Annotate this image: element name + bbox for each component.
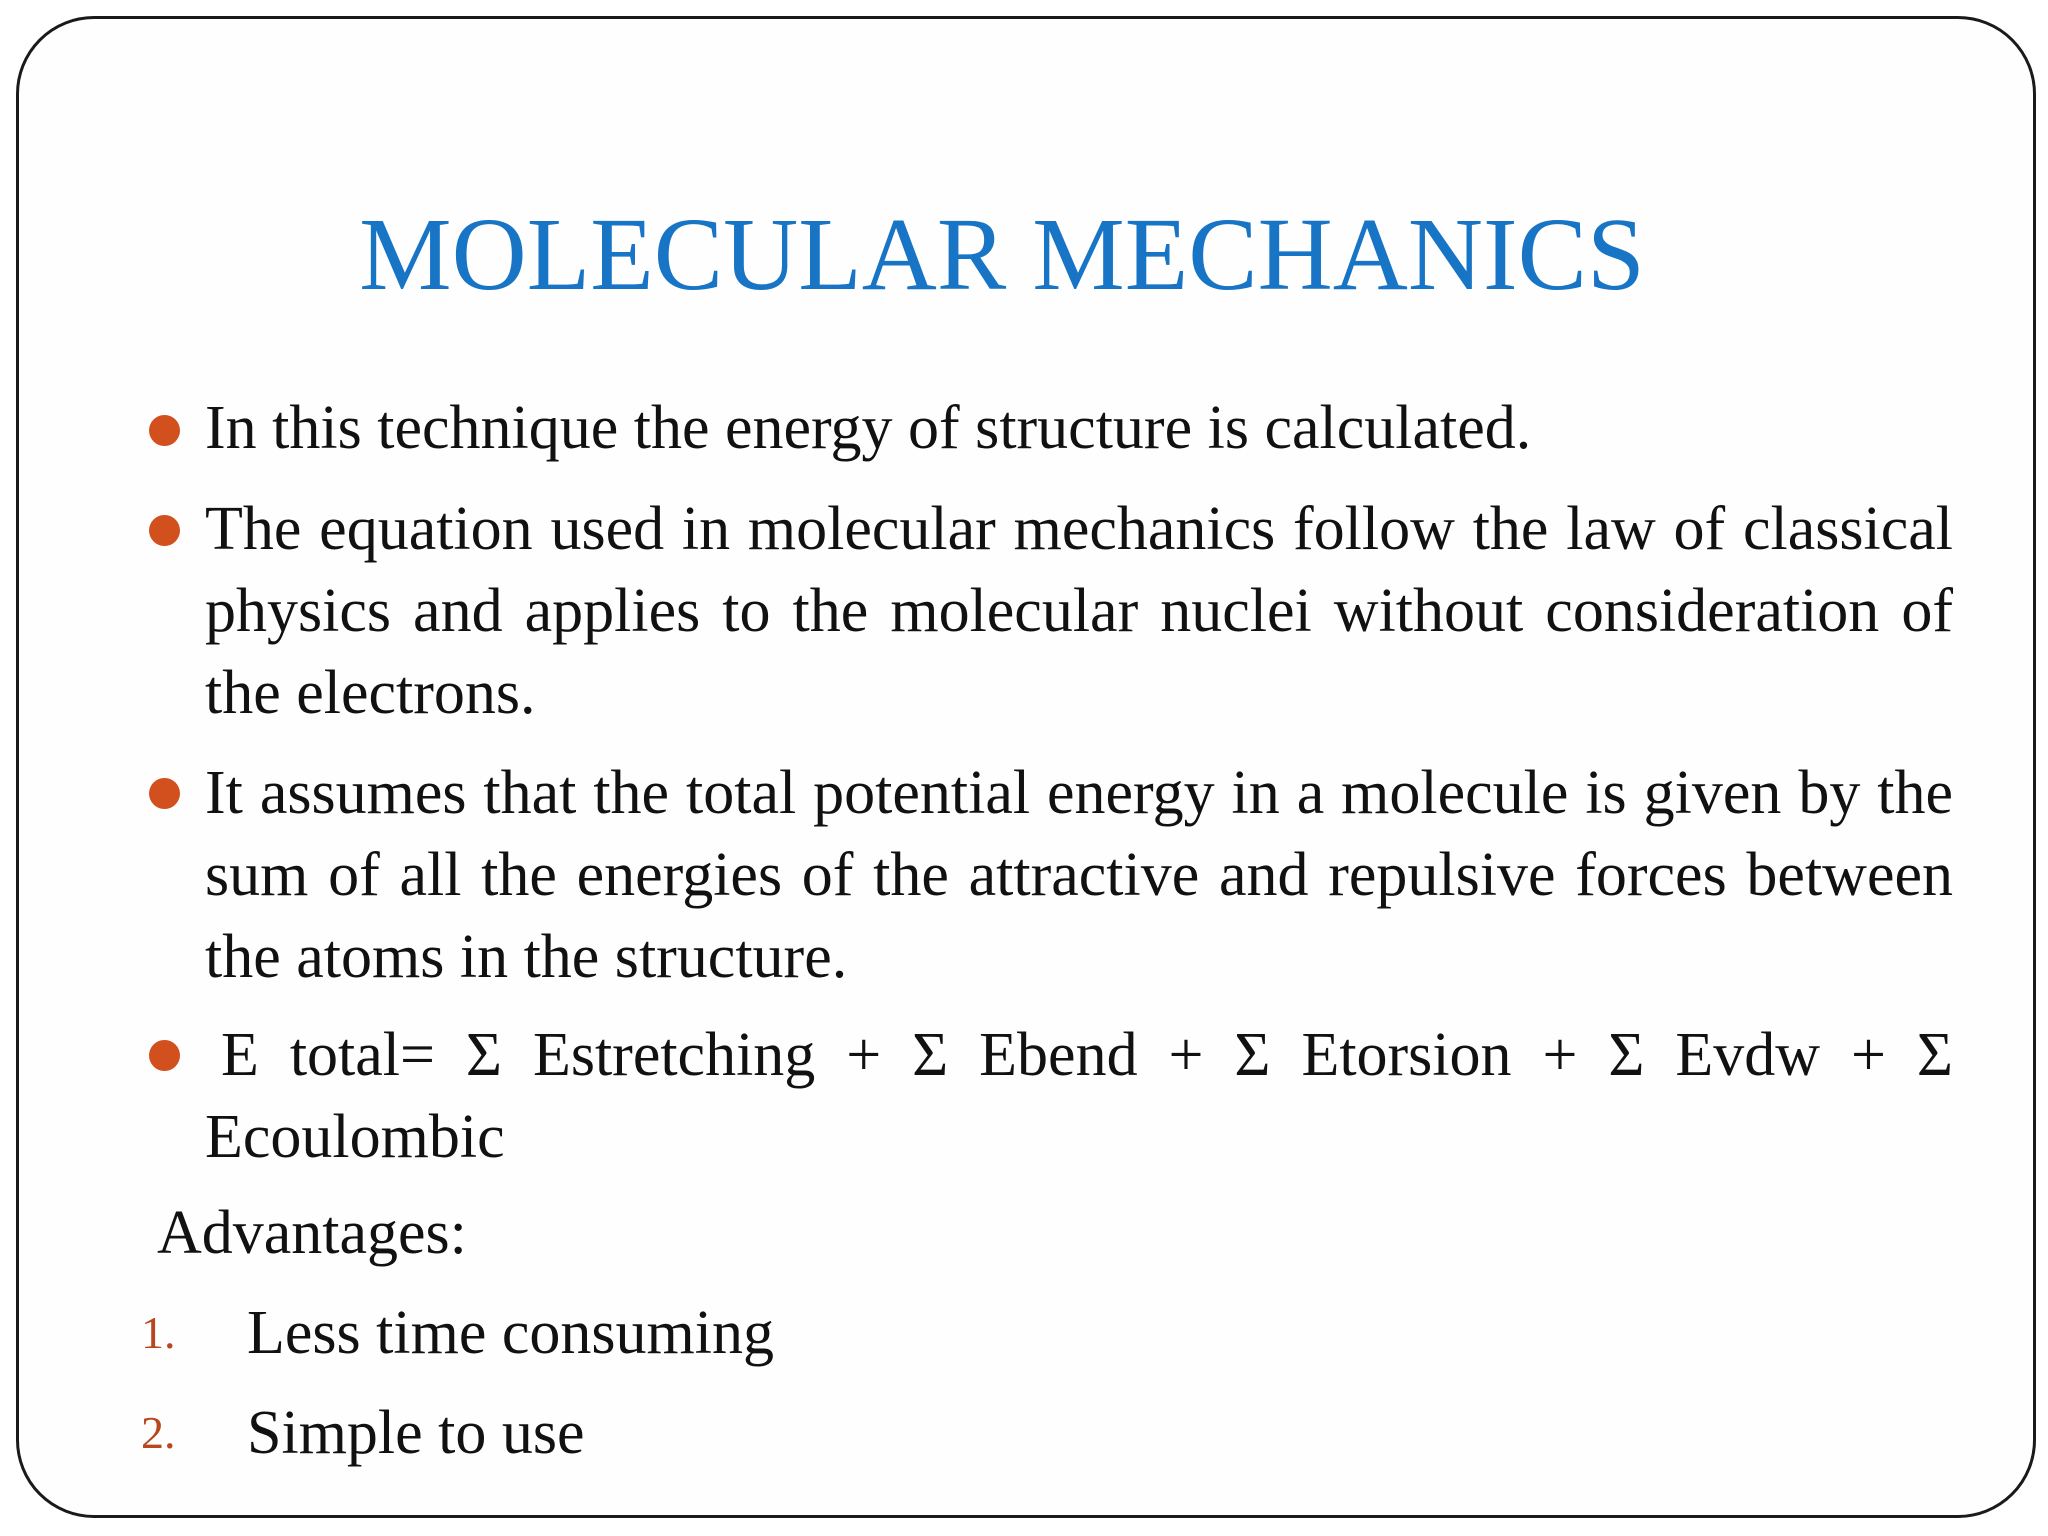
bullet-item: The equation used in molecular mechanics follow the law of classical physics and applies to the molecular nuclei without consideration of the electrons. xyxy=(205,495,1953,727)
energy-equation: E total= Σ Estretching + Σ Ebend + Σ Etorsion + Σ Evdw + Σ Ecoulombic xyxy=(205,1021,1953,1171)
list-number: 1. xyxy=(141,1307,176,1358)
bullet-dot-icon xyxy=(149,1040,180,1071)
bullet-list xyxy=(19,19,2033,1515)
slide-title: MOLECULAR MECHANICS xyxy=(359,197,1645,312)
advantages-heading: Advantages: xyxy=(157,1199,467,1267)
list-number: 2. xyxy=(141,1407,176,1458)
bullet-dot-icon xyxy=(149,778,180,809)
bullet-dot-icon xyxy=(149,415,180,446)
bullet-item: It assumes that the total potential energy in a molecule is given by the sum of all the energies of the attractive and repulsive forces between the atoms in the structure. xyxy=(205,759,1953,991)
slide-frame xyxy=(16,16,2036,1518)
bullet-item: In this technique the energy of structure is calculated. xyxy=(205,394,1532,462)
advantage-text: Less time consuming xyxy=(247,1299,774,1367)
advantage-text: Simple to use xyxy=(247,1399,585,1467)
bullet-dot-icon xyxy=(149,515,180,546)
bullet-item-equation xyxy=(205,1014,1953,1178)
